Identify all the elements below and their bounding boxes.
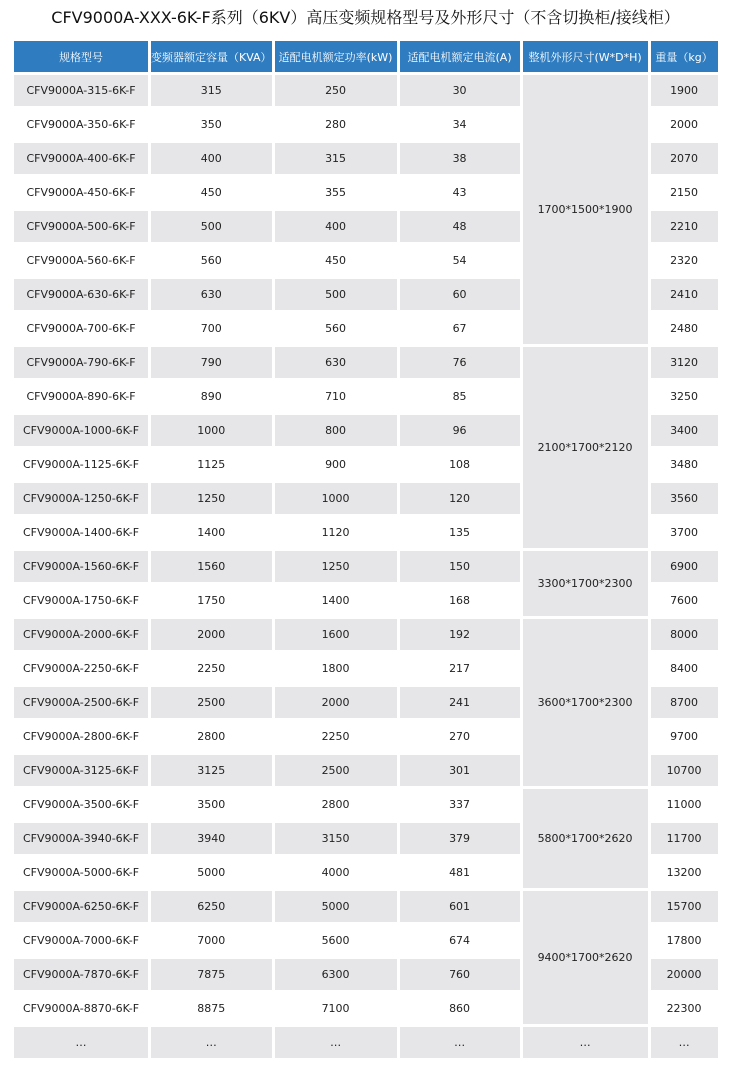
amp-cell: … [400, 1027, 520, 1058]
kva-cell: 8875 [151, 993, 272, 1024]
weight-cell: 15700 [651, 891, 718, 922]
model-cell: CFV9000A-8870-6K-F [14, 993, 148, 1024]
amp-cell: 34 [400, 109, 520, 140]
header-cell: 整机外形尺寸(W*D*H) [523, 41, 648, 72]
kva-cell: 350 [151, 109, 272, 140]
amp-cell: 38 [400, 143, 520, 174]
kva-cell: 3125 [151, 755, 272, 786]
kva-cell: 400 [151, 143, 272, 174]
weight-cell: 8000 [651, 619, 718, 650]
model-cell: CFV9000A-3125-6K-F [14, 755, 148, 786]
amp-cell: 217 [400, 653, 520, 684]
amp-cell: 85 [400, 381, 520, 412]
weight-cell: 10700 [651, 755, 718, 786]
amp-cell: 481 [400, 857, 520, 888]
amp-cell: 54 [400, 245, 520, 276]
weight-cell: 2320 [651, 245, 718, 276]
weight-cell: 2000 [651, 109, 718, 140]
amp-cell: 120 [400, 483, 520, 514]
kva-cell: 7000 [151, 925, 272, 956]
table-row [14, 75, 718, 106]
model-cell: CFV9000A-450-6K-F [14, 177, 148, 208]
amp-cell: 674 [400, 925, 520, 956]
kw-cell: 5000 [275, 891, 397, 922]
kw-cell: 710 [275, 381, 397, 412]
model-cell: CFV9000A-790-6K-F [14, 347, 148, 378]
dimension-cell: 3300*1700*2300 [523, 551, 648, 616]
table-row [14, 551, 718, 582]
kva-cell: 450 [151, 177, 272, 208]
header-cell: 变频器额定容量（KVA） [151, 41, 272, 72]
kw-cell: 2800 [275, 789, 397, 820]
model-cell: CFV9000A-890-6K-F [14, 381, 148, 412]
weight-cell: 3400 [651, 415, 718, 446]
kva-cell: 560 [151, 245, 272, 276]
weight-cell: 7600 [651, 585, 718, 616]
kva-cell: 3500 [151, 789, 272, 820]
weight-cell: 6900 [651, 551, 718, 582]
amp-cell: 108 [400, 449, 520, 480]
kw-cell: … [275, 1027, 397, 1058]
amp-cell: 76 [400, 347, 520, 378]
weight-cell: 3700 [651, 517, 718, 548]
weight-cell: 3250 [651, 381, 718, 412]
kw-cell: 1120 [275, 517, 397, 548]
spec-table [11, 38, 721, 1061]
weight-cell: 11000 [651, 789, 718, 820]
weight-cell: 8700 [651, 687, 718, 718]
dimension-cell: 1700*1500*1900 [523, 75, 648, 344]
amp-cell: 337 [400, 789, 520, 820]
kw-cell: 1000 [275, 483, 397, 514]
weight-cell: 2070 [651, 143, 718, 174]
weight-cell: 11700 [651, 823, 718, 854]
weight-cell: 2210 [651, 211, 718, 242]
kva-cell: 500 [151, 211, 272, 242]
weight-cell: 3560 [651, 483, 718, 514]
model-cell: CFV9000A-500-6K-F [14, 211, 148, 242]
model-cell: CFV9000A-400-6K-F [14, 143, 148, 174]
kw-cell: 900 [275, 449, 397, 480]
model-cell: CFV9000A-7870-6K-F [14, 959, 148, 990]
kw-cell: 315 [275, 143, 397, 174]
kw-cell: 6300 [275, 959, 397, 990]
kva-cell: 315 [151, 75, 272, 106]
amp-cell: 48 [400, 211, 520, 242]
amp-cell: 301 [400, 755, 520, 786]
amp-cell: 168 [400, 585, 520, 616]
weight-cell: 9700 [651, 721, 718, 752]
amp-cell: 760 [400, 959, 520, 990]
weight-cell: 22300 [651, 993, 718, 1024]
kva-cell: 630 [151, 279, 272, 310]
page-title: CFV9000A-XXX-6K-F系列（6KV）高压变频规格型号及外形尺寸（不含切换柜/接线柜） [51, 8, 680, 27]
model-cell: CFV9000A-1750-6K-F [14, 585, 148, 616]
dimension-cell: … [523, 1027, 648, 1058]
kva-cell: 7875 [151, 959, 272, 990]
amp-cell: 601 [400, 891, 520, 922]
amp-cell: 192 [400, 619, 520, 650]
dimension-cell: 3600*1700*2300 [523, 619, 648, 786]
model-cell: CFV9000A-5000-6K-F [14, 857, 148, 888]
amp-cell: 96 [400, 415, 520, 446]
table-body [14, 75, 718, 1058]
header-cell: 规格型号 [14, 41, 148, 72]
kw-cell: 250 [275, 75, 397, 106]
kw-cell: 5600 [275, 925, 397, 956]
weight-cell: 17800 [651, 925, 718, 956]
kva-cell: 1000 [151, 415, 272, 446]
model-cell: CFV9000A-315-6K-F [14, 75, 148, 106]
weight-cell: 20000 [651, 959, 718, 990]
kw-cell: 1250 [275, 551, 397, 582]
weight-cell: 1900 [651, 75, 718, 106]
table-header-row [14, 41, 718, 72]
model-cell: … [14, 1027, 148, 1058]
weight-cell: 2410 [651, 279, 718, 310]
kw-cell: 7100 [275, 993, 397, 1024]
weight-cell: 3120 [651, 347, 718, 378]
kva-cell: 1125 [151, 449, 272, 480]
table-row [14, 1027, 718, 1058]
header-cell: 适配电机额定功率(kW) [275, 41, 397, 72]
kw-cell: 500 [275, 279, 397, 310]
model-cell: CFV9000A-2500-6K-F [14, 687, 148, 718]
model-cell: CFV9000A-1400-6K-F [14, 517, 148, 548]
amp-cell: 860 [400, 993, 520, 1024]
weight-cell: 2480 [651, 313, 718, 344]
kva-cell: 2800 [151, 721, 272, 752]
kw-cell: 355 [275, 177, 397, 208]
kva-cell: 6250 [151, 891, 272, 922]
model-cell: CFV9000A-1560-6K-F [14, 551, 148, 582]
kva-cell: 1400 [151, 517, 272, 548]
model-cell: CFV9000A-7000-6K-F [14, 925, 148, 956]
kw-cell: 1600 [275, 619, 397, 650]
kva-cell: 2250 [151, 653, 272, 684]
model-cell: CFV9000A-1000-6K-F [14, 415, 148, 446]
model-cell: CFV9000A-700-6K-F [14, 313, 148, 344]
kw-cell: 2250 [275, 721, 397, 752]
kva-cell: 1250 [151, 483, 272, 514]
amp-cell: 241 [400, 687, 520, 718]
weight-cell: 3480 [651, 449, 718, 480]
dimension-cell: 2100*1700*2120 [523, 347, 648, 548]
kw-cell: 2500 [275, 755, 397, 786]
amp-cell: 150 [400, 551, 520, 582]
kva-cell: 1750 [151, 585, 272, 616]
table-row [14, 619, 718, 650]
kva-cell: 5000 [151, 857, 272, 888]
amp-cell: 67 [400, 313, 520, 344]
model-cell: CFV9000A-630-6K-F [14, 279, 148, 310]
dimension-cell: 9400*1700*2620 [523, 891, 648, 1024]
kw-cell: 3150 [275, 823, 397, 854]
model-cell: CFV9000A-2000-6K-F [14, 619, 148, 650]
model-cell: CFV9000A-2250-6K-F [14, 653, 148, 684]
header-cell: 重量（kg） [651, 41, 718, 72]
kva-cell: 890 [151, 381, 272, 412]
kw-cell: 1800 [275, 653, 397, 684]
kw-cell: 630 [275, 347, 397, 378]
kw-cell: 800 [275, 415, 397, 446]
weight-cell: 13200 [651, 857, 718, 888]
kva-cell: … [151, 1027, 272, 1058]
dimension-cell: 5800*1700*2620 [523, 789, 648, 888]
header-cell: 适配电机额定电流(A) [400, 41, 520, 72]
kva-cell: 700 [151, 313, 272, 344]
kw-cell: 400 [275, 211, 397, 242]
kw-cell: 4000 [275, 857, 397, 888]
table-row [14, 347, 718, 378]
kva-cell: 1560 [151, 551, 272, 582]
amp-cell: 135 [400, 517, 520, 548]
kva-cell: 3940 [151, 823, 272, 854]
kw-cell: 2000 [275, 687, 397, 718]
model-cell: CFV9000A-350-6K-F [14, 109, 148, 140]
kw-cell: 450 [275, 245, 397, 276]
table-row [14, 891, 718, 922]
model-cell: CFV9000A-560-6K-F [14, 245, 148, 276]
weight-cell: … [651, 1027, 718, 1058]
weight-cell: 8400 [651, 653, 718, 684]
amp-cell: 60 [400, 279, 520, 310]
kva-cell: 790 [151, 347, 272, 378]
amp-cell: 379 [400, 823, 520, 854]
model-cell: CFV9000A-1250-6K-F [14, 483, 148, 514]
model-cell: CFV9000A-2800-6K-F [14, 721, 148, 752]
model-cell: CFV9000A-1125-6K-F [14, 449, 148, 480]
amp-cell: 30 [400, 75, 520, 106]
model-cell: CFV9000A-3940-6K-F [14, 823, 148, 854]
amp-cell: 43 [400, 177, 520, 208]
amp-cell: 270 [400, 721, 520, 752]
model-cell: CFV9000A-3500-6K-F [14, 789, 148, 820]
model-cell: CFV9000A-6250-6K-F [14, 891, 148, 922]
kw-cell: 1400 [275, 585, 397, 616]
table-row [14, 789, 718, 820]
kw-cell: 560 [275, 313, 397, 344]
kva-cell: 2500 [151, 687, 272, 718]
kw-cell: 280 [275, 109, 397, 140]
weight-cell: 2150 [651, 177, 718, 208]
kva-cell: 2000 [151, 619, 272, 650]
